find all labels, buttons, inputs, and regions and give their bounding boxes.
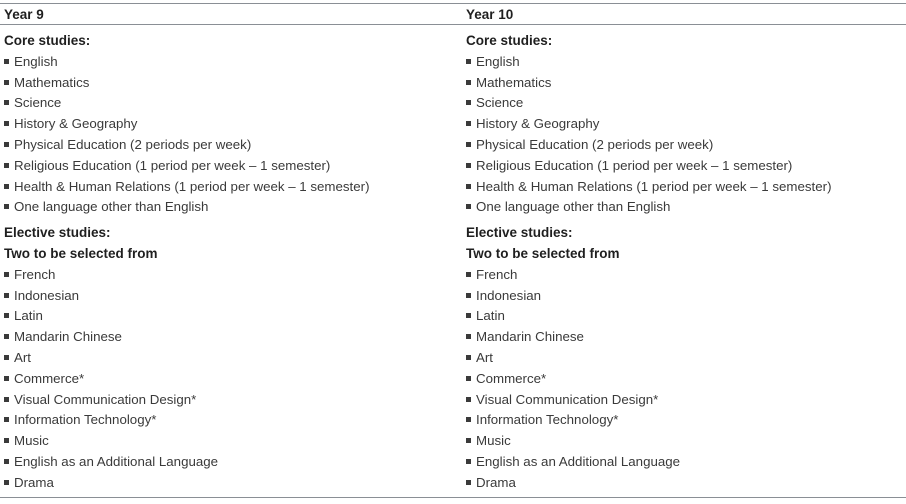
bullet-icon <box>4 59 9 64</box>
bullet-icon <box>466 397 471 402</box>
list-item: History & Geography <box>4 114 454 135</box>
bullet-icon <box>466 184 471 189</box>
bullet-icon <box>466 204 471 209</box>
list-item: Mathematics <box>4 73 454 94</box>
list-item: Health & Human Relations (1 period per week – 1 semester) <box>466 177 902 198</box>
list-item: Physical Education (2 periods per week) <box>4 135 454 156</box>
list-item: Science <box>466 93 902 114</box>
list-item: Mandarin Chinese <box>466 327 902 348</box>
year9-title: Year 9 <box>4 7 44 22</box>
list-item: English <box>4 52 454 73</box>
list-item: Health & Human Relations (1 period per week – 1 semester) <box>4 177 454 198</box>
year10-core-heading: Core studies: <box>466 33 553 48</box>
list-item: Religious Education (1 period per week – 1 semester) <box>4 156 454 177</box>
bullet-icon <box>4 80 9 85</box>
list-item: Music <box>466 431 902 452</box>
list-item: Indonesian <box>466 286 902 307</box>
bullet-icon <box>4 163 9 168</box>
bullet-icon <box>466 376 471 381</box>
list-item: Art <box>4 348 454 369</box>
list-item: One language other than English <box>466 197 902 218</box>
list-item: Drama <box>4 473 454 494</box>
list-item: Information Technology* <box>4 410 454 431</box>
bullet-icon <box>466 417 471 422</box>
year10-elective-subheading: Two to be selected from <box>466 245 620 261</box>
list-item: Drama <box>466 473 902 494</box>
year10-core-list <box>466 52 902 218</box>
year9-elective-list <box>4 265 454 494</box>
bullet-icon <box>4 355 9 360</box>
bullet-icon <box>4 480 9 485</box>
list-item: Mathematics <box>466 73 902 94</box>
top-rule <box>0 3 906 4</box>
list-item: Physical Education (2 periods per week) <box>466 135 902 156</box>
bullet-icon <box>4 293 9 298</box>
list-item: History & Geography <box>466 114 902 135</box>
bullet-icon <box>4 417 9 422</box>
list-item: Art <box>466 348 902 369</box>
bullet-icon <box>466 293 471 298</box>
list-item: French <box>4 265 454 286</box>
bullet-icon <box>466 355 471 360</box>
bullet-icon <box>466 121 471 126</box>
year9-elective-subheading: Two to be selected from <box>4 245 158 261</box>
bullet-icon <box>466 80 471 85</box>
bullet-icon <box>4 397 9 402</box>
year9-column <box>4 5 454 494</box>
year9-core-list <box>4 52 454 218</box>
bullet-icon <box>466 459 471 464</box>
list-item: Information Technology* <box>466 410 902 431</box>
bullet-icon <box>4 313 9 318</box>
year9-core-heading: Core studies: <box>4 33 91 48</box>
bullet-icon <box>4 142 9 147</box>
bullet-icon <box>466 142 471 147</box>
year10-title: Year 10 <box>466 7 514 22</box>
list-item: Visual Communication Design* <box>466 390 902 411</box>
bullet-icon <box>466 59 471 64</box>
list-item: Commerce* <box>466 369 902 390</box>
bullet-icon <box>4 204 9 209</box>
list-item: Mandarin Chinese <box>4 327 454 348</box>
bullet-icon <box>4 272 9 277</box>
bullet-icon <box>466 334 471 339</box>
list-item: Science <box>4 93 454 114</box>
year9-elective-heading: Elective studies: <box>4 225 111 241</box>
list-item: Religious Education (1 period per week – 1 semester) <box>466 156 902 177</box>
bullet-icon <box>466 480 471 485</box>
year10-elective-heading: Elective studies: <box>466 225 573 241</box>
bullet-icon <box>4 100 9 105</box>
bullet-icon <box>4 121 9 126</box>
bullet-icon <box>466 313 471 318</box>
bullet-icon <box>466 163 471 168</box>
bullet-icon <box>466 438 471 443</box>
bullet-icon <box>4 334 9 339</box>
list-item: Music <box>4 431 454 452</box>
list-item: Latin <box>466 306 902 327</box>
year10-column <box>466 5 902 494</box>
bottom-rule <box>0 497 906 498</box>
list-item: Latin <box>4 306 454 327</box>
list-item: English as an Additional Language <box>4 452 454 473</box>
bullet-icon <box>466 272 471 277</box>
list-item: French <box>466 265 902 286</box>
list-item: One language other than English <box>4 197 454 218</box>
bullet-icon <box>4 438 9 443</box>
bullet-icon <box>4 376 9 381</box>
bullet-icon <box>4 184 9 189</box>
list-item: Visual Communication Design* <box>4 390 454 411</box>
list-item: Commerce* <box>4 369 454 390</box>
list-item: Indonesian <box>4 286 454 307</box>
list-item: English <box>466 52 902 73</box>
list-item: English as an Additional Language <box>466 452 902 473</box>
bullet-icon <box>466 100 471 105</box>
bullet-icon <box>4 459 9 464</box>
year10-elective-list <box>466 265 902 494</box>
